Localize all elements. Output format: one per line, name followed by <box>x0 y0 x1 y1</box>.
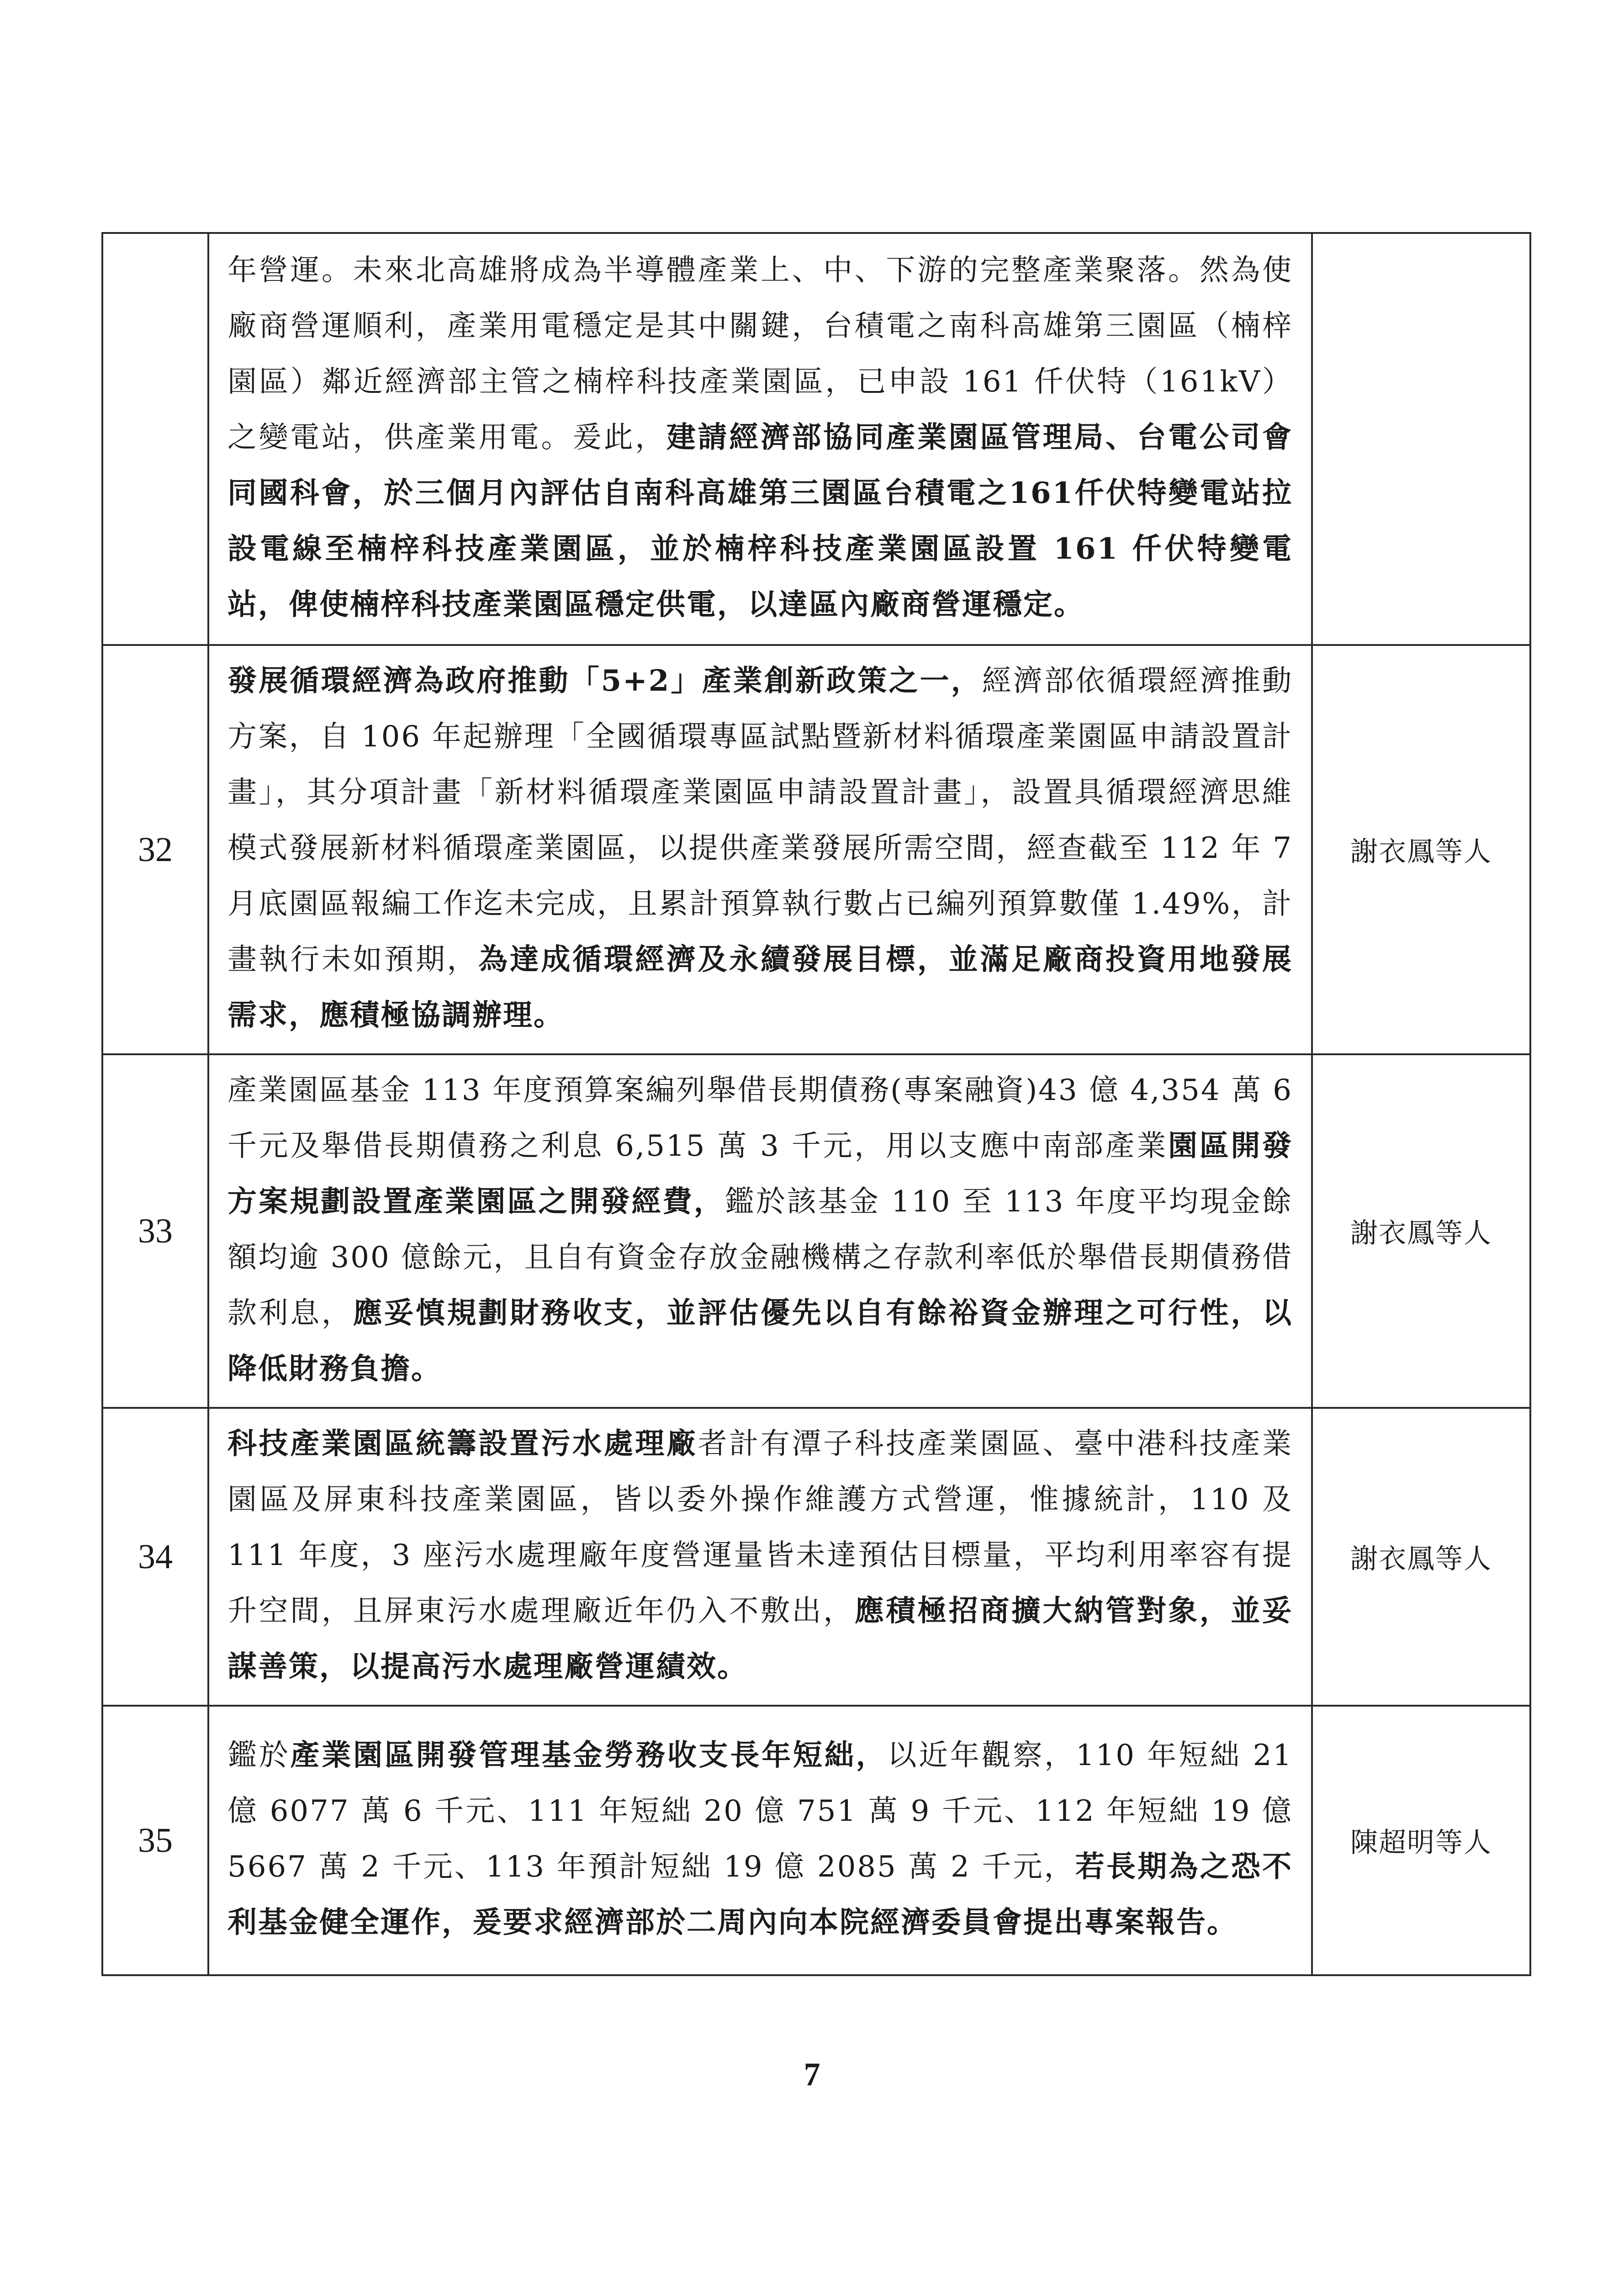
table-row <box>102 645 1530 1054</box>
content-segment-emphasis: 產業園區開發管理基金勞務收支長年短絀， <box>290 1738 888 1772</box>
table-row <box>102 1054 1530 1408</box>
table-row <box>102 1408 1530 1706</box>
proposal-content <box>208 233 1312 645</box>
content-segment: 鑑於 <box>227 1739 291 1772</box>
proposer-name: 謝衣鳳等人 <box>1312 645 1530 1054</box>
row-number <box>102 233 208 645</box>
content-segment-emphasis: 為達成循環經濟及永續發展目標，並滿足廠商投資用地發展需求，應積極協調辦理。 <box>227 942 1293 1032</box>
content-segment-emphasis: 應積極招商擴大納管對象，並妥謀善策，以提高污水處理廠營運績效。 <box>227 1594 1293 1684</box>
table-row <box>102 233 1530 645</box>
content-segment-emphasis: 科技產業園區統籌設置污水處理廠 <box>227 1427 698 1461</box>
proposer-name: 陳超明等人 <box>1312 1706 1530 1975</box>
proposer-name: 謝衣鳳等人 <box>1312 1054 1530 1408</box>
proposal-content <box>208 1054 1312 1408</box>
row-number: 32 <box>102 645 208 1054</box>
page-number: 7 <box>804 2056 820 2093</box>
content-segment-emphasis: 應妥慎規劃財務收支，並評估優先以自有餘裕資金辦理之可行性，以降低財務負擔。 <box>227 1296 1293 1386</box>
proposal-content <box>208 1408 1312 1706</box>
content-segment: 產業園區基金 113 年度預算案編列舉借長期債務(專案融資)43 億 4,354 萬 6 千元及舉借長期債務之利息 6,515 萬 3 千元，用以支應中南部產業 <box>227 1073 1293 1163</box>
row-number: 34 <box>102 1408 208 1706</box>
proposal-content <box>208 1706 1312 1975</box>
content-segment-emphasis: 建請經濟部協同產業園區管理局、台電公司會同國科會，於三個月內評估自南科高雄第三園區台積電之161仟伏特變電站拉設電線至楠梓科技產業園區，並於楠梓科技產業園區設置 161 仟伏特變電站，俾使楠梓科技產業園區穩定供電，以達區內廠商營運穩定。 <box>227 420 1293 622</box>
content-segment: 經濟部依循環經濟推動方案，自 106 年起辦理「全國循環專區試點暨新材料循環產業園區申請設置計畫」，其分項計畫「新材料循環產業園區申請設置計畫」，設置具循環經濟思維模式發展新材料循環產業園區，以提供產業發展所需空間，經查截至 112 年 7 月底園區報編工作迄未完成，且累計預算執行數占已編列預算數僅 1.49%，計畫執行未如預期， <box>227 664 1293 977</box>
proposer-name <box>1312 233 1530 645</box>
table-row <box>102 1706 1530 1975</box>
proposal-table <box>101 232 1531 1976</box>
row-number: 35 <box>102 1706 208 1975</box>
content-segment-emphasis: 園區開發方案規劃設置產業園區之開發經費， <box>227 1129 1293 1219</box>
proposal-content <box>208 645 1312 1054</box>
content-segment-emphasis: 若長期為之恐不利基金健全運作，爰要求經濟部於二周內向本院經濟委員會提出專案報告。 <box>227 1850 1293 1940</box>
content-segment: 以近年觀察，110 年短絀 21 億 6077 萬 6 千元、111 年短絀 20 億 751 萬 9 千元、112 年短絀 19 億 5667 萬 2 千元、113 年預計短絀 19 億 2085 萬 2 千元， <box>227 1739 1293 1884</box>
content-segment: 鑑於該基金 110 至 113 年度平均現金餘額均逾 300 億餘元，且自有資金存放金融機構之存款利率低於舉借長期債務借款利息， <box>227 1185 1293 1330</box>
proposer-name: 謝衣鳳等人 <box>1312 1408 1530 1706</box>
row-number: 33 <box>102 1054 208 1408</box>
content-segment: 年營運。未來北高雄將成為半導體產業上、中、下游的完整產業聚落。然為使廠商營運順利，產業用電穩定是其中關鍵，台積電之南科高雄第三園區（楠梓園區）鄰近經濟部主管之楠梓科技產業園區，已申設 161 仟伏特（161kV）之變電站，供產業用電。爰此， <box>227 254 1293 455</box>
content-segment: 者計有潭子科技產業園區、臺中港科技產業園區及屏東科技產業園區，皆以委外操作維護方式營運，惟據統計，110 及 111 年度，3 座污水處理廠年度營運量皆未達預估目標量，平均利用率容有提升空間，且屏東污水處理廠近年仍入不敷出， <box>227 1427 1293 1628</box>
content-segment-emphasis: 發展循環經濟為政府推動「5+2」產業創新政策之一， <box>227 664 982 698</box>
